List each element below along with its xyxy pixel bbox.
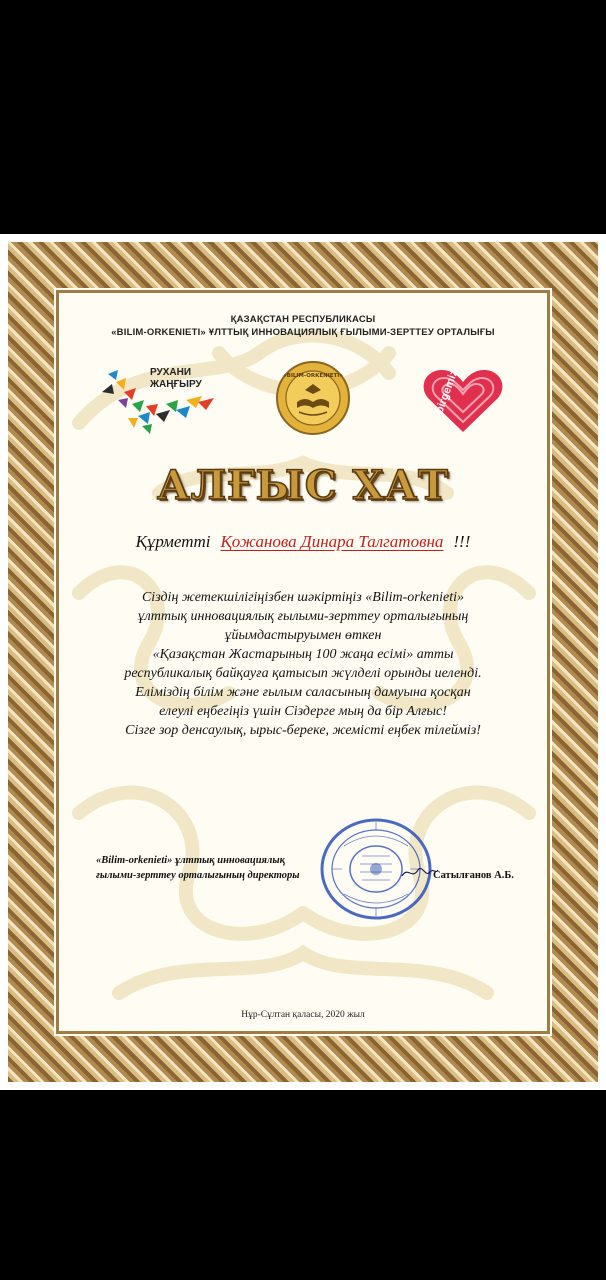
birgemiz-heart-logo	[420, 366, 506, 436]
logo-left-text-2: ЖАҢҒЫРУ	[150, 379, 202, 390]
logo-right-text: birgemiz	[433, 368, 461, 416]
bilim-orkenieti-emblem	[275, 360, 351, 436]
body-line: ұйымдастыруымен өткен	[224, 628, 382, 643]
body-line: ұлттық инновациялық ғылыми-зерттеу орталығының	[137, 609, 469, 624]
body-line: елеулі еңбегіңіз үшін Сіздерге мың да бір Алғыс!	[159, 704, 447, 719]
greeting-suffix: !!!	[453, 532, 471, 551]
body-text	[0, 588, 606, 740]
header-organization: «BILIM-ORKENIETI» ҰЛТТЫҚ ИННОВАЦИЯЛЫҚ ҒЫЛЫМИ-ЗЕРТТЕУ ОРТАЛЫҒЫ	[111, 327, 495, 338]
body-line: Сізге зор денсаулық, ырыс-береке, жемісті еңбек тілейміз!	[125, 723, 481, 738]
greeting-prefix: Құрметті	[135, 532, 211, 551]
signatory-name: Сатылғанов А.Б.	[433, 870, 514, 881]
rukhani-zhangyru-logo	[98, 362, 218, 438]
greeting-line	[0, 532, 606, 552]
recipient-name: Қожанова Динара Талгатовна	[220, 532, 444, 551]
body-line: Еліміздің білім және ғылым саласының дамуына қосқан	[135, 685, 471, 700]
signature-org-line-1: «Bilim-orkenieti» ұлттық инновациялық	[96, 855, 285, 866]
place-and-date: Нұр-Сұлтан қаласы, 2020 жыл	[241, 1010, 365, 1020]
signature-org-line-2: ғылыми-зерттеу орталығының директоры	[96, 870, 300, 881]
emblem-text: «BILIM-ORKENIETI»	[283, 373, 343, 379]
body-line: Сіздің жетекшілігіңізбен шәкіртіңіз «Bilim-orkenieti»	[141, 590, 465, 605]
certificate-title: АЛҒЫС ХАТ	[157, 462, 449, 509]
header-country: ҚАЗАҚСТАН РЕСПУБЛИКАСЫ	[230, 314, 376, 325]
handwritten-signature	[400, 862, 440, 882]
certificate-document	[0, 234, 606, 1090]
body-line: «Қазақстан Жастарының 100 жаңа есімі» атты	[152, 647, 454, 662]
logo-left-text-1: РУХАНИ	[150, 367, 192, 378]
body-line: республикалық байқауға қатысып жүлделі орынды иеленді.	[124, 666, 482, 681]
